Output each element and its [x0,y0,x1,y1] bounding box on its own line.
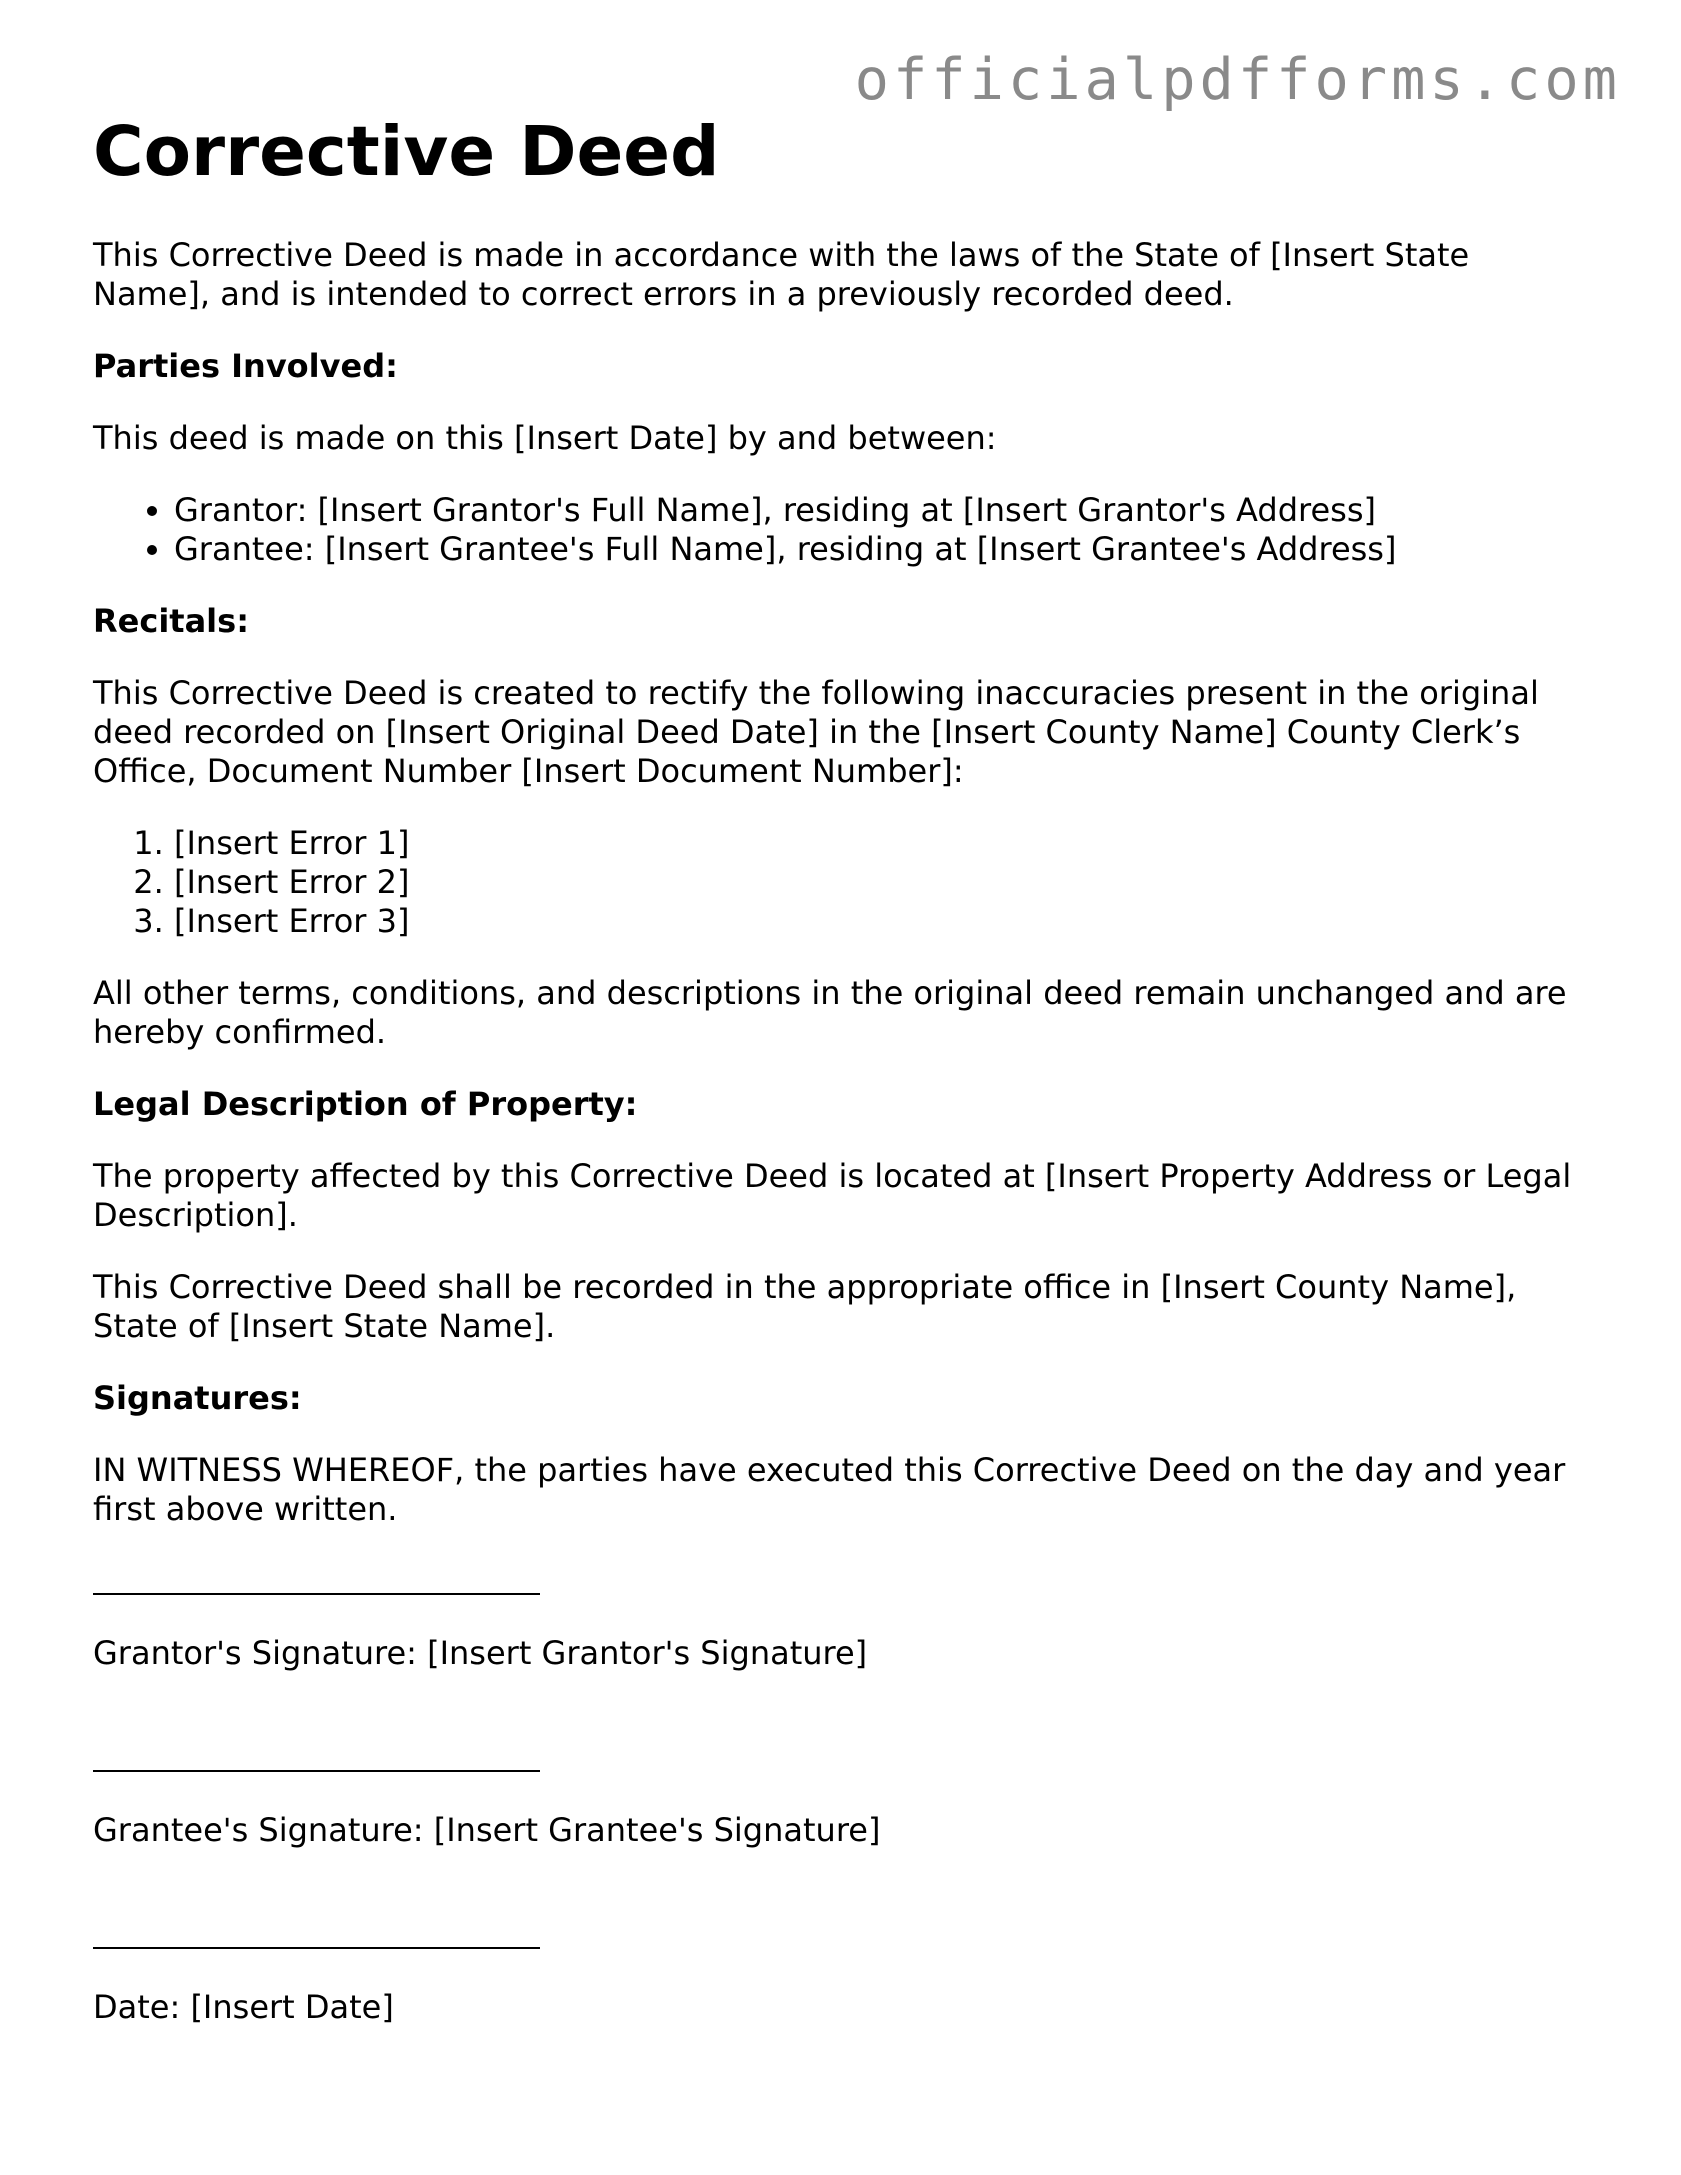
document-body [93,236,1593,2060]
errors-list [93,824,1593,941]
legal-text-recording: This Corrective Deed shall be recorded in the appropriate office in [Insert County Name], State of [Insert State Name]. [93,1268,1517,1345]
error-item: 2. [Insert Error 2] [174,863,1593,902]
grantee-signature-label: Grantee's Signature: [Insert Grantee's Signature] [93,1811,881,1849]
legal-heading: Legal Description of Property: [93,1085,638,1123]
date-label: Date: [Insert Date] [93,1988,394,2026]
error-item: 3. [Insert Error 3] [174,902,1593,941]
intro-paragraph: This Corrective Deed is made in accordance with the laws of the State of [Insert State Name], and is intended to correct errors in a previously recorded deed. [93,236,1470,313]
witness-text: IN WITNESS WHEREOF, the parties have executed this Corrective Deed on the day and year first above written. [93,1451,1566,1528]
grantee-signature-line [93,1739,1593,1778]
recitals-heading: Recitals: [93,602,249,640]
list-item-grantee: • Grantee: [Insert Grantee's Full Name], residing at [Insert Grantee's Address] [174,530,1593,569]
grantor-signature-line [93,1562,1593,1601]
legal-text-property: The property affected by this Corrective Deed is located at [Insert Property Address or Legal Description]. [93,1157,1572,1234]
signatures-heading: Signatures: [93,1379,302,1417]
recitals-text: This Corrective Deed is created to rectify the following inaccuracies present in the original deed recorded on [Insert Original Deed Date] in the [Insert County Name] County Clerk’s Office, Document Number [Insert Document Number]: [93,674,1539,790]
error-item: 1. [Insert Error 1] [174,824,1593,863]
recitals-closing: All other terms, conditions, and descriptions in the original deed remain unchanged and are hereby confirmed. [93,974,1567,1051]
date-signature-line [93,1916,1593,1955]
parties-heading: Parties Involved: [93,347,398,385]
page-title: Corrective Deed [93,112,720,192]
grantor-signature-label: Grantor's Signature: [Insert Grantor's Signature] [93,1634,868,1672]
site-watermark: officialpdfforms.com [854,47,1621,113]
parties-list [93,491,1593,569]
parties-text: This deed is made on this [Insert Date] by and between: [93,419,997,457]
list-item-grantor: • Grantor: [Insert Grantor's Full Name], residing at [Insert Grantor's Address] [174,491,1593,530]
